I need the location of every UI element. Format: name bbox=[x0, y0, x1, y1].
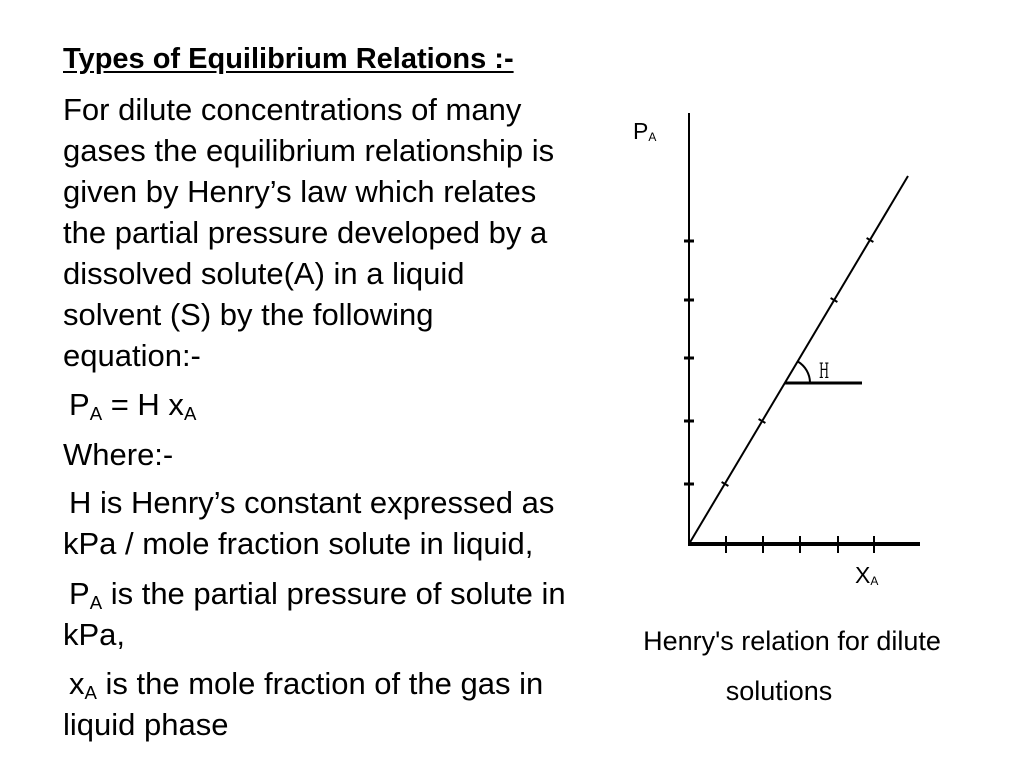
figure-caption-line: Henry's relation for dilute bbox=[643, 626, 941, 656]
x-axis-label-main: X bbox=[855, 562, 871, 588]
y-axis-label-sub: A bbox=[648, 130, 657, 144]
equation-p-subscript: A bbox=[89, 403, 103, 425]
x-axis-label bbox=[855, 562, 878, 588]
pa-symbol: P bbox=[69, 576, 90, 611]
h-definition-line: kPa / mole fraction solute in liquid, bbox=[63, 526, 534, 561]
pa-definition-text: is the partial pressure of solute in bbox=[102, 576, 566, 611]
slope-angle-arc bbox=[798, 362, 810, 384]
h-definition-line: H is Henry’s constant expressed as bbox=[69, 485, 555, 520]
y-axis-label-main: P bbox=[633, 118, 649, 144]
intro-line: given by Henry’s law which relates bbox=[63, 174, 537, 209]
equation-p-symbol: P bbox=[69, 387, 90, 422]
pa-definition-line: kPa, bbox=[63, 617, 126, 652]
xa-definition-text: is the mole fraction of the gas in bbox=[96, 666, 544, 701]
equation-middle: = H x bbox=[102, 387, 184, 422]
xa-symbol: x bbox=[69, 666, 85, 701]
x-axis-label-sub: A bbox=[870, 574, 879, 588]
intro-line: For dilute concentrations of many bbox=[63, 92, 522, 127]
slope-angle-label: H bbox=[819, 358, 830, 383]
equation-x-subscript: A bbox=[183, 403, 197, 425]
intro-line: gases the equilibrium relationship is bbox=[63, 133, 555, 168]
intro-line: the partial pressure developed by a bbox=[63, 215, 548, 250]
pa-subscript: A bbox=[89, 592, 103, 614]
henry-law-line bbox=[689, 176, 908, 544]
intro-line: equation:- bbox=[63, 338, 201, 373]
where-label: Where:- bbox=[63, 437, 174, 472]
intro-line: solvent (S) by the following bbox=[63, 297, 434, 332]
y-axis-label bbox=[633, 118, 656, 144]
xa-subscript: A bbox=[84, 682, 97, 704]
intro-line: dissolved solute(A) in a liquid bbox=[63, 256, 465, 291]
figure-caption-line: solutions bbox=[725, 676, 833, 706]
slide-title: Types of Equilibrium Relations :- bbox=[63, 43, 514, 75]
xa-definition-line: liquid phase bbox=[63, 707, 229, 742]
